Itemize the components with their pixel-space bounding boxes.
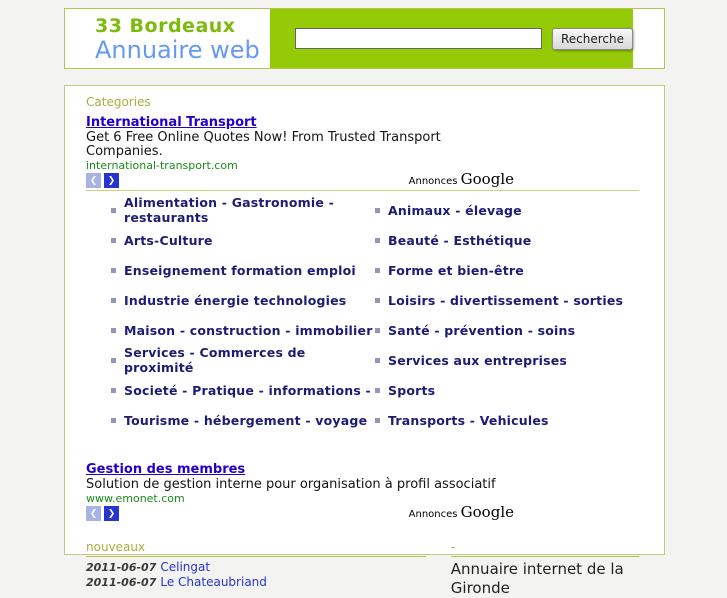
item-link[interactable]: Celingat [160, 560, 211, 574]
ad-bottom-description: Solution de gestion interne pour organisation à profil associatif [86, 477, 496, 492]
square-bullet-icon [375, 268, 380, 273]
category-link[interactable]: Enseignement formation emploi [111, 255, 375, 285]
search-button[interactable]: Recherche [552, 28, 633, 50]
category-link[interactable]: Animaux - élevage [375, 195, 639, 225]
list-item [86, 575, 426, 590]
about-section [451, 540, 639, 598]
category-link[interactable]: Arts-Culture [111, 225, 375, 255]
list-item [86, 560, 426, 575]
square-bullet-icon [375, 418, 380, 423]
square-bullet-icon [375, 238, 380, 243]
categories-heading: Categories [86, 95, 151, 109]
search-input[interactable] [295, 28, 542, 49]
google-logo: Google [460, 170, 514, 188]
ad-top-description: Get 6 Free Online Quotes Now! From Trusted Transport Companies. [86, 130, 441, 159]
square-bullet-icon [111, 328, 116, 333]
nouveaux-heading: nouveaux [86, 540, 426, 557]
category-link[interactable]: Alimentation - Gastronomie - restaurants [111, 195, 375, 225]
categories-column-right [375, 195, 639, 435]
categories-column-left [111, 195, 375, 435]
ad-bottom-next-button[interactable]: ❯ [104, 506, 119, 521]
square-bullet-icon [111, 388, 116, 393]
item-date: 2011-06-07 [86, 576, 157, 589]
ad-bottom-title-link[interactable]: Gestion des membres [86, 462, 246, 477]
square-bullet-icon [375, 298, 380, 303]
site-logo[interactable] [65, 9, 270, 68]
ad-top-title-link[interactable]: International Transport [86, 115, 257, 130]
category-link[interactable]: Services - Commerces de proximité [111, 345, 375, 375]
category-link[interactable]: Forme et bien-être [375, 255, 639, 285]
item-link[interactable]: Le Chateaubriand [160, 575, 267, 589]
category-link[interactable]: Industrie énergie technologies [111, 285, 375, 315]
category-link[interactable]: Santé - prévention - soins [375, 315, 639, 345]
category-link[interactable]: Sports [375, 375, 639, 405]
square-bullet-icon [375, 388, 380, 393]
category-link[interactable]: Transports - Vehicules [375, 405, 639, 435]
ad-top-url[interactable]: international-transport.com [86, 159, 238, 172]
site-title-line2: Annuaire web [95, 36, 260, 64]
nouveaux-section [86, 540, 426, 598]
square-bullet-icon [111, 238, 116, 243]
annonces-google-label [409, 503, 514, 521]
ad-bottom-url[interactable]: www.emonet.com [86, 492, 185, 505]
site-title-line1: 33 Bordeaux [95, 15, 236, 37]
about-heading: - [451, 540, 639, 557]
item-date: 2011-06-07 [86, 561, 157, 574]
main-content [64, 85, 665, 597]
square-bullet-icon [111, 268, 116, 273]
category-link[interactable]: Tourisme - hébergement - voyage [111, 405, 375, 435]
google-ad-top [86, 111, 514, 188]
square-bullet-icon [111, 208, 116, 213]
google-logo: Google [460, 503, 514, 521]
square-bullet-icon [111, 298, 116, 303]
header [64, 8, 665, 69]
categories-grid [86, 191, 639, 435]
search-band [270, 9, 633, 68]
category-link[interactable]: Services aux entreprises [375, 345, 639, 375]
annonces-google-label [409, 170, 514, 188]
ad-top-prev-button[interactable]: ❮ [86, 173, 101, 188]
square-bullet-icon [111, 418, 116, 423]
annonces-text: Annonces [408, 509, 458, 520]
footer [86, 540, 639, 598]
annonces-text: Annonces [408, 176, 458, 187]
ad-top-footer [86, 171, 514, 188]
square-bullet-icon [375, 358, 380, 363]
category-link[interactable]: Societé - Pratique - informations - [111, 375, 375, 405]
square-bullet-icon [375, 328, 380, 333]
about-text: Annuaire internet de la Gironde [450, 560, 624, 597]
square-bullet-icon [111, 358, 116, 363]
ad-top-next-button[interactable]: ❯ [104, 173, 119, 188]
category-link[interactable]: Beauté - Esthétique [375, 225, 639, 255]
category-link[interactable]: Maison - construction - immobilier [111, 315, 375, 345]
ad-bottom-footer [86, 504, 514, 521]
square-bullet-icon [375, 208, 380, 213]
google-ad-bottom [86, 458, 514, 521]
category-link[interactable]: Loisirs - divertissement - sorties [375, 285, 639, 315]
ad-bottom-prev-button[interactable]: ❮ [86, 506, 101, 521]
